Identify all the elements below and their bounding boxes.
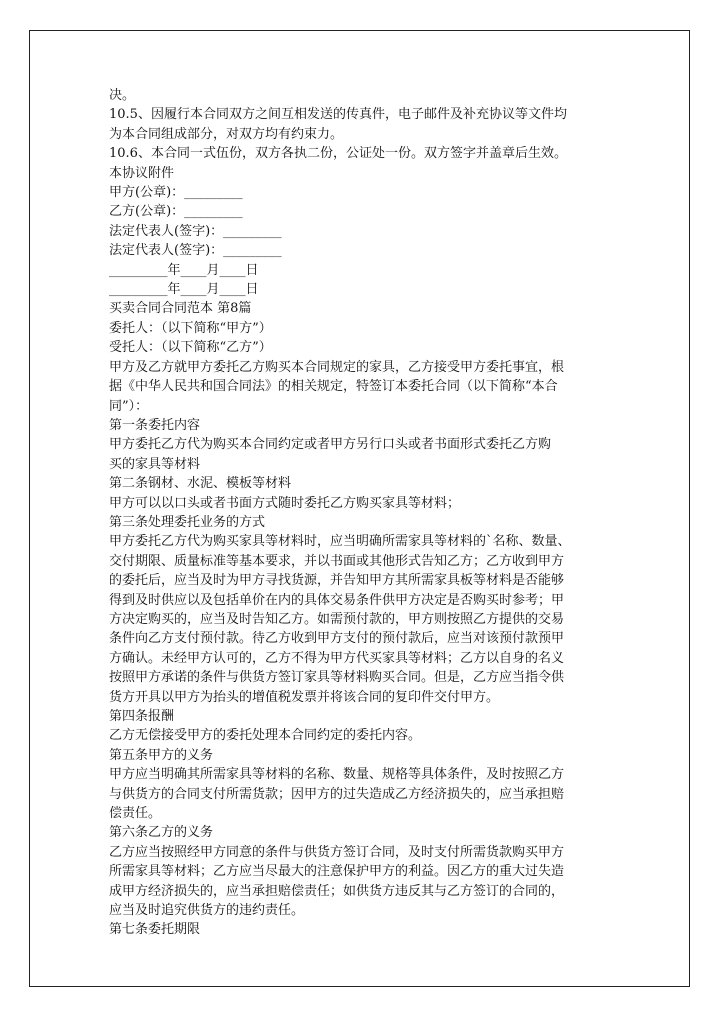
text-line: 10.6、本合同一式伍份，双方各执二份，公证处一份。双方签字并盖章后生效。	[109, 146, 567, 162]
text-line: 乙方无偿接受甲方的委托处理本合同约定的委托内容。	[109, 728, 422, 744]
text-line: 10.5、因履行本合同双方之间互相发送的传真件，电子邮件及补充协议等文件均	[109, 107, 567, 123]
signature-line-party-a: 甲方(公章)：_________	[109, 185, 243, 201]
text-line: 成甲方经济损失的，应当承担赔偿责任；如供货方违反其与乙方签订的合同的，	[109, 883, 565, 899]
text-line: 应当及时追究供货方的违约责任。	[109, 903, 305, 919]
text-line: 甲方应当明确其所需家具等材料的名称、数量、规格等具体条件，及时按照乙方	[109, 767, 565, 783]
text-line: 方决定购买的，应当及时告知乙方。如需预付款的，甲方则按照乙方提供的交易	[109, 611, 565, 627]
article-heading: 第三条处理委托业务的方式	[109, 514, 266, 530]
text-line: 为本合同组成部分，对双方均有约束力。	[109, 126, 344, 142]
text-line: 同”）：	[109, 398, 149, 414]
article-heading: 第五条甲方的义务	[109, 747, 214, 763]
article-heading: 第七条委托期限	[109, 922, 201, 938]
text-line: 委托人：（以下简称“甲方”）	[109, 320, 272, 336]
date-line: _________年____月____日	[109, 262, 259, 278]
article-heading: 第六条乙方的义务	[109, 825, 214, 841]
text-line: 甲方及乙方就甲方委托乙方购买本合同规定的家具，乙方接受甲方委托事宜，根	[109, 359, 565, 375]
text-line: 甲方可以以口头或者书面方式随时委托乙方购买家具等材料；	[109, 495, 461, 511]
document-body	[109, 86, 629, 940]
text-line: 决。	[109, 88, 136, 103]
text-line: 乙方应当按照经甲方同意的条件与供货方签订合同，及时支付所需货款购买甲方	[109, 844, 565, 860]
signature-line-representative: 法定代表人(签字)：_________	[109, 243, 282, 259]
text-line: 的委托后，应当及时为甲方寻找货源，并告知甲方其所需家具板等材料是否能够	[109, 573, 565, 589]
text-line: 本协议附件	[109, 165, 175, 181]
signature-line-representative: 法定代表人(签字)：_________	[109, 223, 282, 239]
text-line: 受托人：（以下简称“乙方”）	[109, 340, 272, 356]
text-line: 买的家具等材料	[109, 456, 201, 472]
text-line: 方确认。未经甲方认可的，乙方不得为甲方代买家具等材料；乙方以自身的名义	[109, 650, 565, 666]
text-line: 所需家具等材料；乙方应当尽最大的注意保护甲方的利益。因乙方的重大过失造	[109, 864, 565, 880]
article-heading: 第四条报酬	[109, 709, 175, 724]
text-line: 甲方委托乙方代为购买家具等材料时，应当明确所需家具等材料的`名称、数量、	[109, 534, 571, 550]
date-line: _________年____月____日	[109, 282, 259, 298]
signature-line-party-b: 乙方(公章)：_________	[109, 204, 243, 220]
text-line: 按照甲方承诺的条件与供货方签订家具等材料购买合同。但是，乙方应当指令供	[109, 670, 565, 686]
text-line: 条件向乙方支付预付款。待乙方收到甲方支付的预付款后，应当对该预付款预甲	[109, 631, 565, 647]
section-title: 买卖合同合同范本 第8篇	[109, 301, 252, 317]
text-line: 甲方委托乙方代为购买本合同约定或者甲方另行口头或者书面形式委托乙方购	[109, 437, 552, 453]
text-line: 据《中华人民共和国合同法》的相关规定，特签订本委托合同（以下简称“本合	[109, 379, 558, 395]
article-heading: 第二条钢材、水泥、模板等材料	[109, 476, 292, 492]
text-line: 货方开具以甲方为抬头的增值税发票并将该合同的复印件交付甲方。	[109, 689, 500, 705]
text-line: 交付期限、质量标准等基本要求，并以书面或其他形式告知乙方；乙方收到甲方	[109, 553, 565, 569]
article-heading: 第一条委托内容	[109, 417, 201, 433]
text-line: 偿责任。	[109, 806, 162, 822]
text-line: 得到及时供应以及包括单价在内的具体交易条件供甲方决定是否购买时参考；甲	[109, 592, 565, 608]
text-line: 与供货方的合同支付所需货款；因甲方的过失造成乙方经济损失的，应当承担赔	[109, 786, 565, 802]
